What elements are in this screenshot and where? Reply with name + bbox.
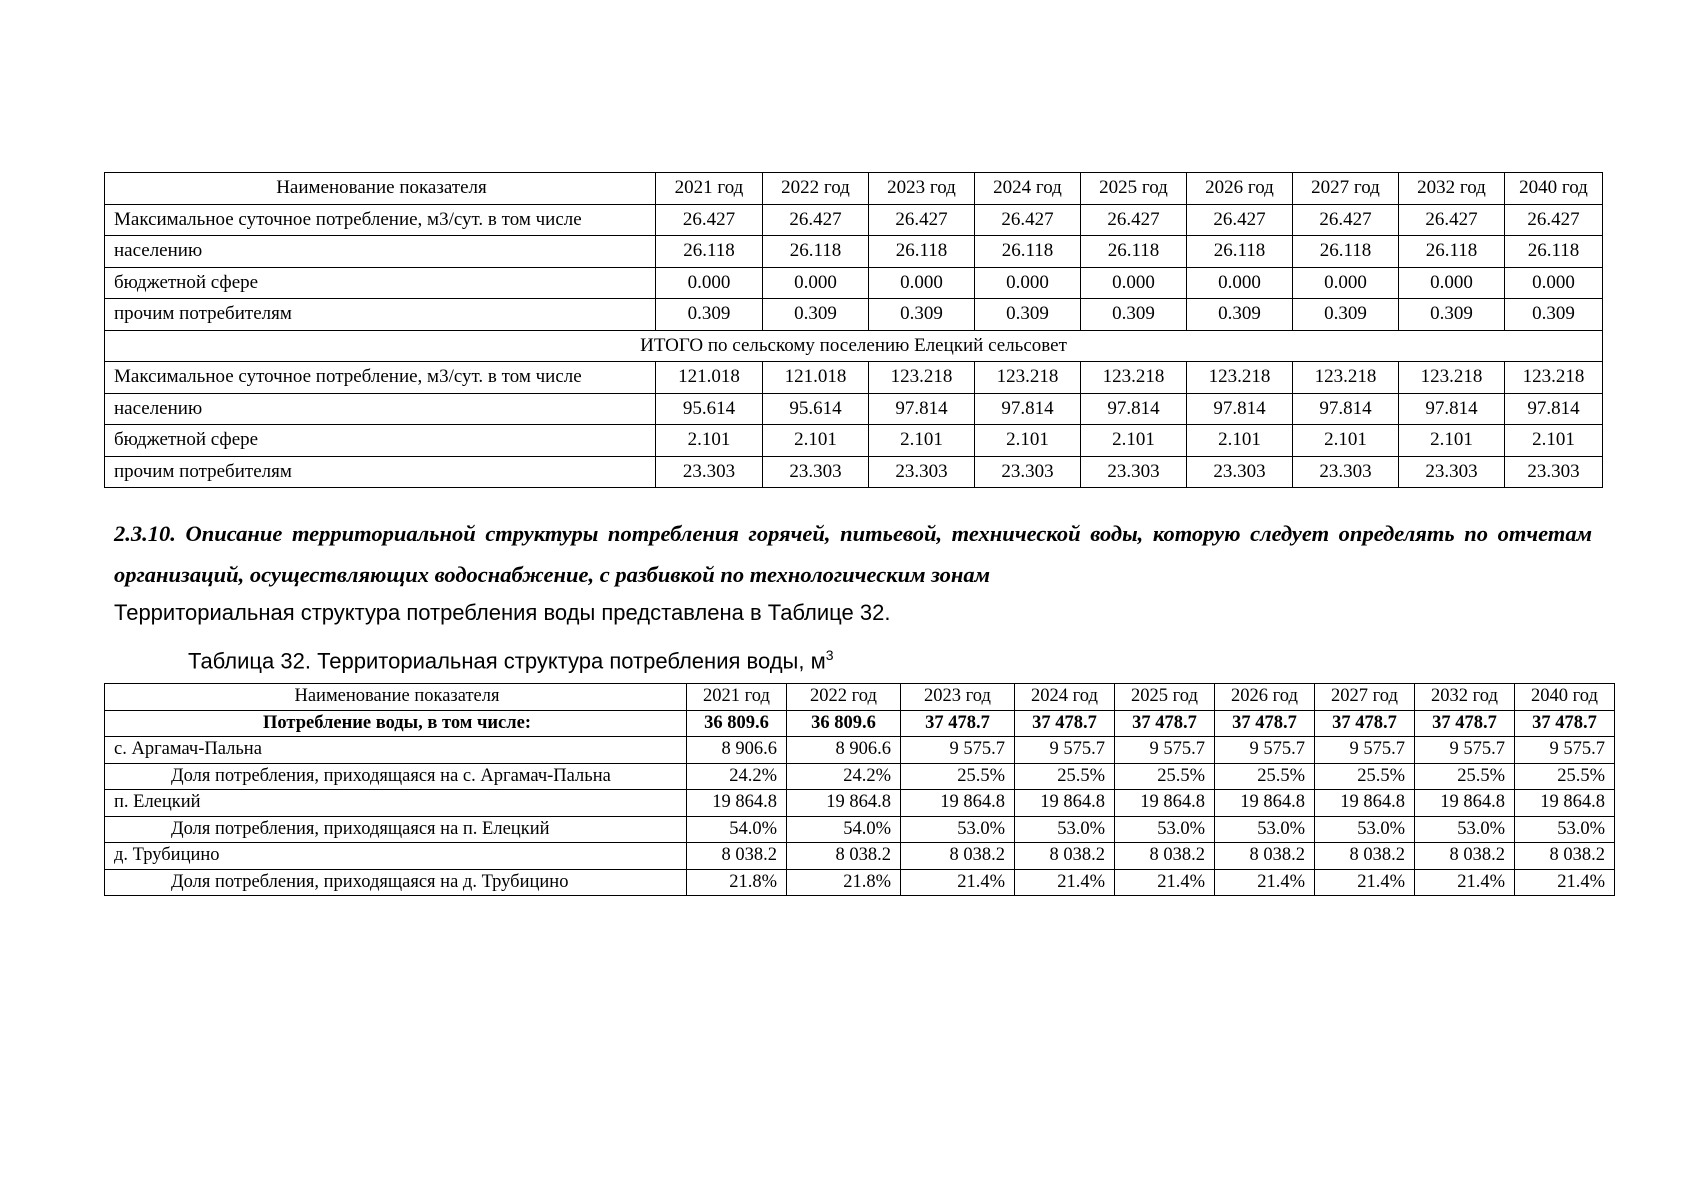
table-cell: 9 575.7 <box>1215 737 1315 764</box>
table-cell: 123.218 <box>869 362 975 394</box>
table-cell: 97.814 <box>975 393 1081 425</box>
table-cell: 8 038.2 <box>1315 843 1415 870</box>
total-cell: 37 478.7 <box>1315 710 1415 737</box>
table-cell: 26.427 <box>1293 204 1399 236</box>
total-cell: 36 809.6 <box>687 710 787 737</box>
table-cell: 97.814 <box>1399 393 1505 425</box>
table-cell: 0.309 <box>1081 299 1187 331</box>
table-cell: 24.2% <box>787 763 901 790</box>
share-row <box>105 816 1615 843</box>
table-cell: 26.427 <box>1399 204 1505 236</box>
table-cell: 8 038.2 <box>1415 843 1515 870</box>
column-header-year: 2027 год <box>1315 684 1415 711</box>
table-cell: 26.118 <box>1293 236 1399 268</box>
column-header-year: 2027 год <box>1293 173 1399 205</box>
total-cell: 37 478.7 <box>1115 710 1215 737</box>
table-cell: 8 038.2 <box>901 843 1015 870</box>
table-cell: 26.427 <box>1081 204 1187 236</box>
table-cell: 23.303 <box>763 456 869 488</box>
table-cell: 8 038.2 <box>1015 843 1115 870</box>
table-cell: 8 038.2 <box>1215 843 1315 870</box>
table-cell: 25.5% <box>1215 763 1315 790</box>
table-cell: 8 038.2 <box>687 843 787 870</box>
row-label: бюджетной сфере <box>105 267 656 299</box>
table-cell: 54.0% <box>687 816 787 843</box>
table-cell: 97.814 <box>1505 393 1603 425</box>
table-cell: 53.0% <box>1415 816 1515 843</box>
table-cell: 21.4% <box>1515 869 1615 896</box>
table-cell: 0.309 <box>1187 299 1293 331</box>
table-cell: 23.303 <box>975 456 1081 488</box>
table-row <box>105 299 1603 331</box>
row-label: п. Елецкий <box>105 790 687 817</box>
row-label: Максимальное суточное потребление, м3/сут. в том числе <box>105 362 656 394</box>
table-cell: 23.303 <box>1505 456 1603 488</box>
table-cell: 26.427 <box>763 204 869 236</box>
column-header-year: 2026 год <box>1187 173 1293 205</box>
table-cell: 2.101 <box>1505 425 1603 457</box>
table-cell: 95.614 <box>656 393 763 425</box>
total-row-label: Потребление воды, в том числе: <box>105 710 687 737</box>
table-cell: 0.309 <box>763 299 869 331</box>
table-cell: 21.4% <box>1315 869 1415 896</box>
column-header-year: 2023 год <box>869 173 975 205</box>
table-cell: 0.000 <box>1081 267 1187 299</box>
table-cell: 121.018 <box>656 362 763 394</box>
column-header-year: 2024 год <box>1015 684 1115 711</box>
table-cell: 9 575.7 <box>1015 737 1115 764</box>
column-header-indicator: Наименование показателя <box>105 684 687 711</box>
table-cell: 0.000 <box>1399 267 1505 299</box>
settlement-row <box>105 790 1615 817</box>
column-header-year: 2040 год <box>1505 173 1603 205</box>
table-cell: 26.427 <box>869 204 975 236</box>
table-cell: 26.118 <box>1081 236 1187 268</box>
table-cell: 123.218 <box>975 362 1081 394</box>
share-row <box>105 763 1615 790</box>
table-cell: 0.309 <box>869 299 975 331</box>
column-header-year: 2025 год <box>1115 684 1215 711</box>
table-cell: 26.118 <box>1399 236 1505 268</box>
table-cell: 2.101 <box>763 425 869 457</box>
table-cell: 24.2% <box>687 763 787 790</box>
table-cell: 8 038.2 <box>1115 843 1215 870</box>
table-cell: 123.218 <box>1187 362 1293 394</box>
table-cell: 53.0% <box>1015 816 1115 843</box>
consumption-table-continued <box>104 172 1603 488</box>
table-cell: 23.303 <box>656 456 763 488</box>
table-cell: 2.101 <box>869 425 975 457</box>
table-cell: 26.118 <box>869 236 975 268</box>
table-cell: 123.218 <box>1505 362 1603 394</box>
table-cell: 19 864.8 <box>1115 790 1215 817</box>
table-cell: 19 864.8 <box>787 790 901 817</box>
table-row <box>105 236 1603 268</box>
table-caption <box>188 640 834 676</box>
row-label: бюджетной сфере <box>105 425 656 457</box>
table-cell: 25.5% <box>1315 763 1415 790</box>
total-cell: 37 478.7 <box>1015 710 1115 737</box>
table-cell: 23.303 <box>1187 456 1293 488</box>
table-cell: 2.101 <box>1081 425 1187 457</box>
table-caption-unit-exponent: 3 <box>825 647 834 663</box>
table-header-row <box>105 173 1603 205</box>
table-cell: 25.5% <box>1515 763 1615 790</box>
column-header-year: 2032 год <box>1415 684 1515 711</box>
table-cell: 26.427 <box>1187 204 1293 236</box>
row-label: прочим потребителям <box>105 299 656 331</box>
table-cell: 95.614 <box>763 393 869 425</box>
table-cell: 21.4% <box>901 869 1015 896</box>
table-row <box>105 425 1603 457</box>
table-cell: 2.101 <box>1187 425 1293 457</box>
table-cell: 26.118 <box>656 236 763 268</box>
table-cell: 9 575.7 <box>1115 737 1215 764</box>
row-label: Доля потребления, приходящаяся на с. Аргамач-Пальна <box>105 763 687 790</box>
share-row <box>105 869 1615 896</box>
table-cell: 2.101 <box>1293 425 1399 457</box>
territorial-structure-table <box>104 683 1615 896</box>
table-cell: 9 575.7 <box>1515 737 1615 764</box>
table-cell: 26.118 <box>763 236 869 268</box>
table-cell: 0.000 <box>975 267 1081 299</box>
table-cell: 19 864.8 <box>1515 790 1615 817</box>
table-cell: 97.814 <box>1081 393 1187 425</box>
table-row <box>105 267 1603 299</box>
column-header-year: 2022 год <box>763 173 869 205</box>
table-cell: 0.309 <box>656 299 763 331</box>
column-header-year: 2026 год <box>1215 684 1315 711</box>
intro-paragraph: Территориальная структура потребления воды представлена в Таблице 32. <box>114 600 891 625</box>
table-cell: 26.118 <box>975 236 1081 268</box>
table-cell: 0.309 <box>975 299 1081 331</box>
row-label: Максимальное суточное потребление, м3/сут. в том числе <box>105 204 656 236</box>
consumption-table-body <box>105 173 1603 488</box>
column-header-year: 2024 год <box>975 173 1081 205</box>
table-cell: 21.8% <box>787 869 901 896</box>
table-cell: 26.427 <box>975 204 1081 236</box>
table-cell: 26.118 <box>1187 236 1293 268</box>
table-cell: 53.0% <box>1215 816 1315 843</box>
column-header-year: 2023 год <box>901 684 1015 711</box>
section-title-cell: ИТОГО по сельскому поселению Елецкий сельсовет <box>105 330 1603 362</box>
table-row <box>105 393 1603 425</box>
column-header-year: 2022 год <box>787 684 901 711</box>
table-row <box>105 362 1603 394</box>
table-cell: 0.309 <box>1505 299 1603 331</box>
territorial-structure-table-body <box>105 684 1615 896</box>
table-cell: 0.000 <box>1293 267 1399 299</box>
table-cell: 21.4% <box>1415 869 1515 896</box>
table-cell: 0.000 <box>1187 267 1293 299</box>
table-cell: 0.000 <box>869 267 975 299</box>
table-cell: 25.5% <box>1115 763 1215 790</box>
table-cell: 53.0% <box>1515 816 1615 843</box>
total-row <box>105 710 1615 737</box>
table-cell: 121.018 <box>763 362 869 394</box>
table-cell: 2.101 <box>975 425 1081 457</box>
table-cell: 123.218 <box>1399 362 1505 394</box>
settlement-row <box>105 843 1615 870</box>
table-cell: 19 864.8 <box>687 790 787 817</box>
row-label: прочим потребителям <box>105 456 656 488</box>
table-cell: 97.814 <box>1187 393 1293 425</box>
table-cell: 21.4% <box>1115 869 1215 896</box>
row-label: д. Трубицино <box>105 843 687 870</box>
table-cell: 53.0% <box>901 816 1015 843</box>
table-cell: 0.309 <box>1399 299 1505 331</box>
row-label: Доля потребления, приходящаяся на п. Елецкий <box>105 816 687 843</box>
table-cell: 2.101 <box>656 425 763 457</box>
row-label: с. Аргамач-Пальна <box>105 737 687 764</box>
column-header-year: 2032 год <box>1399 173 1505 205</box>
table-cell: 0.000 <box>763 267 869 299</box>
settlement-row <box>105 737 1615 764</box>
table-row <box>105 204 1603 236</box>
table-cell: 9 575.7 <box>1415 737 1515 764</box>
table-cell: 19 864.8 <box>1315 790 1415 817</box>
table-cell: 0.000 <box>1505 267 1603 299</box>
column-header-year: 2021 год <box>656 173 763 205</box>
table-cell: 19 864.8 <box>901 790 1015 817</box>
table-cell: 8 906.6 <box>687 737 787 764</box>
table-cell: 23.303 <box>1293 456 1399 488</box>
column-header-year: 2021 год <box>687 684 787 711</box>
row-label: населению <box>105 393 656 425</box>
table-cell: 54.0% <box>787 816 901 843</box>
table-caption-text: Таблица 32. Территориальная структура потребления воды, м <box>188 648 826 674</box>
row-label: Доля потребления, приходящаяся на д. Трубицино <box>105 869 687 896</box>
table-cell: 26.427 <box>656 204 763 236</box>
table-cell: 9 575.7 <box>1315 737 1415 764</box>
table-cell: 97.814 <box>1293 393 1399 425</box>
table-cell: 53.0% <box>1315 816 1415 843</box>
column-header-year: 2040 год <box>1515 684 1615 711</box>
table-cell: 19 864.8 <box>1415 790 1515 817</box>
table-cell: 0.309 <box>1293 299 1399 331</box>
table-cell: 21.8% <box>687 869 787 896</box>
table-section-row <box>105 330 1603 362</box>
table-cell: 25.5% <box>1015 763 1115 790</box>
table-cell: 26.427 <box>1505 204 1603 236</box>
total-cell: 37 478.7 <box>901 710 1015 737</box>
table-cell: 97.814 <box>869 393 975 425</box>
table-cell: 9 575.7 <box>901 737 1015 764</box>
table-cell: 23.303 <box>1081 456 1187 488</box>
row-label: населению <box>105 236 656 268</box>
table-cell: 8 038.2 <box>1515 843 1615 870</box>
total-cell: 37 478.7 <box>1215 710 1315 737</box>
table-cell: 21.4% <box>1215 869 1315 896</box>
table-cell: 2.101 <box>1399 425 1505 457</box>
table-cell: 26.118 <box>1505 236 1603 268</box>
table-cell: 19 864.8 <box>1215 790 1315 817</box>
table-cell: 23.303 <box>869 456 975 488</box>
table-cell: 25.5% <box>901 763 1015 790</box>
table-cell: 19 864.8 <box>1015 790 1115 817</box>
table-cell: 8 038.2 <box>787 843 901 870</box>
section-heading: 2.3.10. Описание территориальной структуры потребления горячей, питьевой, технической воды, которую следует определять по отчетам организаций, осуществляющих водоснабжение, с разбивкой по технологическим зонам <box>114 521 1592 587</box>
total-cell: 36 809.6 <box>787 710 901 737</box>
table-cell: 53.0% <box>1115 816 1215 843</box>
table-cell: 123.218 <box>1293 362 1399 394</box>
table-cell: 25.5% <box>1415 763 1515 790</box>
total-cell: 37 478.7 <box>1415 710 1515 737</box>
table-cell: 123.218 <box>1081 362 1187 394</box>
table-cell: 8 906.6 <box>787 737 901 764</box>
table-header-row <box>105 684 1615 711</box>
column-header-year: 2025 год <box>1081 173 1187 205</box>
table-cell: 21.4% <box>1015 869 1115 896</box>
table-cell: 23.303 <box>1399 456 1505 488</box>
table-row <box>105 456 1603 488</box>
total-cell: 37 478.7 <box>1515 710 1615 737</box>
column-header-indicator: Наименование показателя <box>105 173 656 205</box>
table-cell: 0.000 <box>656 267 763 299</box>
